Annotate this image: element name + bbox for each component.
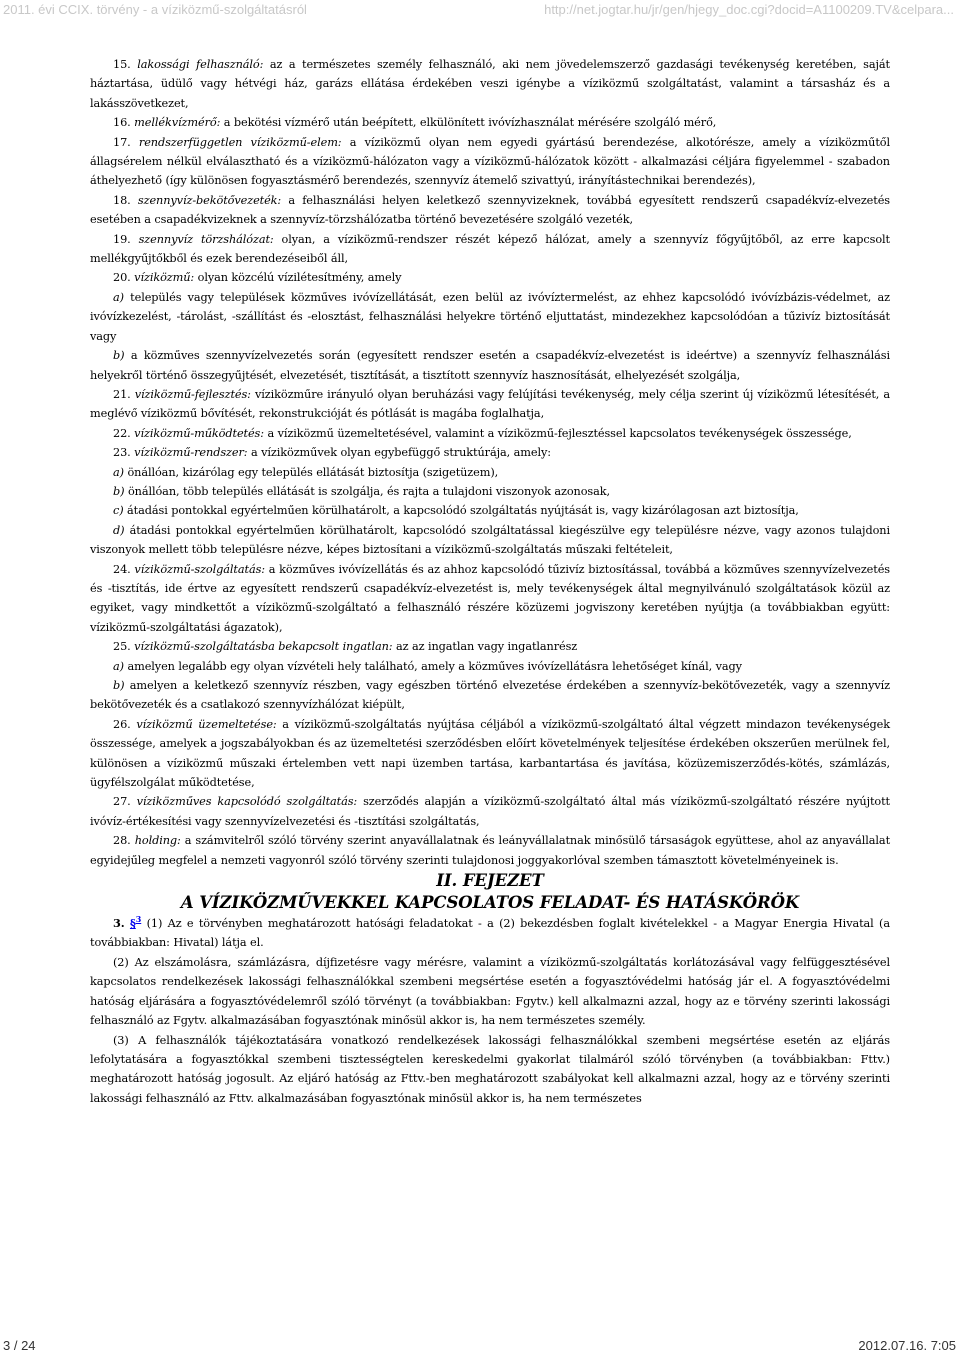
point-text: település vagy települések közműves ivóvízellátását, ezen belül az ivóvíztermelést, az ehhez kapcsolódó ivóvízbázis-védelmet, az ivóvízkezelést, -tárolást, -szállítást és -elosztást, felhasználási helyekre történő eljuttatást, mindezekhez kapcsolódóan a tűzivíz biztosítását vagy: [90, 290, 890, 343]
section-number: 3.: [113, 916, 125, 931]
section-text: (1) Az e törvényben meghatározott hatósági feladatokat - a (2) bekezdésben foglalt kivételekkel - a Magyar Energia Hivatal (a továbbiakban: Hivatal) látja el.: [90, 917, 890, 950]
definition-term: rendszerfüggetlen víziközmű-elem:: [138, 135, 342, 149]
definition-23-b: [90, 482, 890, 501]
definition-21: [90, 385, 890, 424]
definition-20: [90, 268, 890, 287]
point-text: a közműves szennyvízelvezetés során (egyesített rendszer esetén a csapadékvíz-elvezetést is ideértve) a szennyvíz felhasználási helyekről történő összegyűjtését, elvezetését, tisztítását, a tisztított szennyvíz hasznosítását, elhelyezését szolgálja,: [90, 349, 890, 382]
definition-term: szennyvíz-bekötővezeték:: [137, 193, 282, 207]
chapter-number: II. FEJEZET: [436, 871, 544, 891]
definition-text: víziközműre irányuló olyan beruházási vagy felújítási tevékenység, mely célja szerint új víziközmű létesítését, a meglévő víziközmű bővítését, rekonstrukcióját és pótlását is magába foglalhatja,: [90, 387, 890, 421]
section-3-paragraph-3: (3) A felhasználók tájékoztatására vonatkozó rendelkezések lakossági felhasználókkal szembeni megsértése esetén az eljárás lefolytatására a fogyasztókkal szembeni tisztességtelen kereskedelmi gyakorlat tilalmáról szóló törvényben (a továbbiakban: Fttv.) meghatározott hatóság jogosult. Az eljáró hatóság az Fttv.-ben meghatározott szabályokat kell alkalmazni azzal, hogy az e törvény szerinti lakossági felhasználó az Fttv. alkalmazásában fogyasztónak minősül akkor is, ha nem természetes: [90, 1033, 890, 1105]
definition-number: 15.: [113, 58, 131, 71]
point-letter: c): [113, 504, 124, 518]
definition-25: [90, 637, 890, 656]
point-text: önállóan, kizárólag egy település ellátását biztosítja (szigetüzem),: [123, 465, 499, 479]
definition-text: a víziközmű üzemeltetésével, valamint a víziközmű-fejlesztéssel kapcsolatos tevékenységek összessége,: [263, 426, 852, 440]
definition-16: [90, 113, 890, 132]
definition-24: [90, 560, 890, 638]
definition-26: [90, 715, 890, 793]
point-letter: b): [113, 349, 125, 363]
definition-number: 26.: [113, 717, 131, 731]
definition-23-d: [90, 521, 890, 560]
definition-22: [90, 424, 890, 443]
point-letter: a): [113, 659, 124, 673]
definition-text: a bekötési vízmérő után beépített, elkülönített ivóvízhasználat mérésére szolgáló mérő,: [220, 116, 717, 130]
definition-text: a víziközművek olyan egybefüggő struktúrája, amely:: [247, 446, 551, 460]
definition-text: a víziközmű olyan nem egyedi gyártású berendezése, alkotórésze, amely a víziközműtől állagsérelem nélkül elválasztható és a víziközmű-hálózaton vagy a víziközmű-hálózatok között - alkalmazási céljára figyelemmel - szabadon áthelyezhető (így különösen fogyasztásmérő berendezés, szennyvíz átemelő szivattyú, irányítástechnikai berendezés),: [90, 135, 891, 188]
definition-text: a közműves ivóvízellátás és az ahhoz kapcsolódó tűzivíz biztosítással, továbbá a közműves szennyvízelvezetés és -tisztítás, ide értve az egyesített rendszerű csapadékvíz-elvezetést is, mely tevékenységek által megnyilvánuló szolgáltatások közül az egyiket, vagy mindkettőt a víziközmű-szolgáltató a felhasználó részére közüzemi jogviszony keretében nyújtja (a továbbiakban együtt: víziközmű-szolgáltatási ágazatok),: [90, 562, 890, 634]
point-text: átadási pontokkal egyértelműen körülhatárolt, a kapcsolódó szolgáltatás nyújtását is, vagy kizárólagosan azt biztosítja,: [123, 504, 799, 518]
point-text: amelyen legalább egy olyan vízvételi hely található, amely a közműves ivóvízellátásra lehetőséget kínál, vagy: [123, 659, 742, 673]
definition-number: 19.: [113, 232, 131, 246]
page-number: 3 / 24: [3, 1338, 36, 1353]
definition-text: a számvitelről szóló törvény szerint anyavállalatnak és leányvállalatnak minősülő társaságok együttese, ahol az anyavállalat egyidejűleg megfelel a nemzeti vagyonról szóló törvény szerinti tulajdonosi joggyakorlóval szemben támasztott követelményeinek is.: [90, 834, 891, 867]
definition-term: víziközműves kapcsolódó szolgáltatás:: [136, 795, 358, 809]
definition-25-b: [90, 676, 890, 715]
point-text: önállóan, több település ellátását is szolgálja, és rajta a tulajdoni viszonyok azonosak,: [124, 484, 610, 498]
print-datetime: 2012.07.16. 7:05: [858, 1338, 956, 1353]
definition-term: víziközmű-szolgáltatásba bekapcsolt ingatlan:: [134, 640, 393, 654]
point-letter: a): [113, 465, 124, 479]
definition-text: a felhasználási helyen keletkező szennyvizeknek, továbbá egyesített rendszerű csapadékvíz-elvezetés esetében a csapadékvizeknek a szennyvíz-törzshálózatba történő bevezetésére szolgáló vezeték,: [90, 193, 890, 227]
definition-number: 25.: [113, 640, 131, 654]
definition-number: 28.: [113, 834, 131, 848]
definition-term: víziközmű-működtetés:: [134, 426, 264, 440]
definition-17: [90, 133, 890, 191]
document-body: [90, 55, 890, 1108]
definition-number: 16.: [113, 116, 131, 130]
definition-term: lakossági felhasználó:: [137, 58, 264, 71]
definition-term: víziközmű:: [134, 271, 195, 285]
definition-text: az az ingatlan vagy ingatlanrész: [392, 640, 578, 654]
print-header: [0, 0, 960, 22]
point-letter: d): [113, 523, 125, 537]
definition-text: szerződés alapján a víziközmű-szolgáltató által más víziközmű-szolgáltató részére nyújtott ivóvíz-értékesítési vagy szennyvízelvezetési és -tisztítási szolgáltatás,: [90, 795, 891, 828]
point-text: amelyen a keletkező szennyvíz részben, vagy egészben történő elvezetése érdekében a szennyvíz-bekötővezeték, vagy a szennyvíz bekötővezeték és a csatlakozó szennyvízhálózat kiépült,: [90, 679, 890, 712]
definition-number: 18.: [113, 193, 131, 207]
definition-number: 23.: [113, 446, 131, 460]
section-3-paragraph-1: [90, 914, 890, 953]
point-letter: b): [113, 484, 125, 498]
definition-term: mellékvízmérő:: [134, 116, 221, 130]
definition-20-b: [90, 346, 890, 385]
definition-number: 22.: [113, 426, 131, 440]
definition-23-a: [90, 463, 890, 482]
definition-number: 24.: [113, 562, 131, 576]
definition-18: [90, 191, 890, 230]
definition-20-a: [90, 288, 890, 346]
section-sign-link[interactable]: §: [129, 916, 136, 931]
definition-text: az a természetes személy felhasználó, aki nem jövedelemszerző gazdasági tevékenység keretében, saját háztartása, üdülő vagy hétvégi ház, garázs ellátása érdekében veszi igénybe a víziközmű szolgáltatást, valamint a társasház és a lakásszövetkezet,: [90, 58, 890, 110]
definition-number: 27.: [113, 795, 131, 809]
print-footer: [0, 1338, 960, 1357]
section-3-paragraph-2: (2) Az elszámolásra, számlázásra, díjfizetésre vagy mérésre, valamint a víziközmű-szolgáltatás korlátozásával vagy felfüggesztésével kapcsolatos rendelkezések lakossági felhasználókkal szembeni megsértése esetén a fogyasztóvédelmi hatóság jár el. A fogyasztóvédelmi hatóság eljárására a fogyasztóvédelemről szóló törvényt (a továbbiakban: Fgytv.) kell alkalmazni azzal, hogy az e törvény szerinti lakossági felhasználó az Fgytv. alkalmazásában fogyasztónak minősül akkor is, ha nem természetes személy.: [90, 955, 890, 1028]
definition-23: [90, 443, 890, 462]
definition-19: [90, 230, 890, 269]
document-url: http://net.jogtar.hu/jr/gen/hjegy_doc.cgi?docid=A1100209.TV&celpara...: [544, 2, 954, 17]
footnote-link[interactable]: 3: [135, 914, 142, 925]
definition-term: víziközmű-rendszer:: [134, 446, 248, 460]
definition-number: 17.: [113, 135, 131, 149]
definition-number: 21.: [113, 387, 131, 401]
definition-term: víziközmű-szolgáltatás:: [134, 562, 265, 576]
chapter-title: A VÍZIKÖZMŰVEKKEL KAPCSOLATOS FELADAT- ÉS HATÁSKÖRÖK: [180, 893, 800, 913]
definition-term: holding:: [134, 834, 181, 848]
definition-number: 20.: [113, 271, 131, 285]
point-letter: a): [113, 290, 124, 304]
point-text: átadási pontokkal egyértelműen körülhatárolt, kapcsolódó szolgáltatással kiegészülve egy településre nézve, vagy azonos tulajdoni viszonyok mellett több településre nézve, képes biztosítani a víziközmű-szolgáltatás műszaki feltételeit,: [90, 523, 890, 557]
definition-text: olyan, a víziközmű-rendszer részét képező hálózat, amely a szennyvíz főgyűjtőből, az erre kapcsolt mellékgyűjtőkből és ezek berendezéseiből áll,: [90, 232, 890, 266]
document-title: 2011. évi CCIX. törvény - a víziközmű-szolgáltatásról: [3, 2, 307, 17]
definition-27: [90, 792, 890, 831]
definition-28: [90, 831, 890, 870]
definition-term: szennyvíz törzshálózat:: [138, 232, 274, 246]
definition-text: olyan közcélú vízilétesítmény, amely: [194, 271, 402, 285]
definition-term: víziközmű-fejlesztés:: [134, 387, 251, 401]
definition-15: [90, 55, 890, 113]
definition-term: víziközmű üzemeltetése:: [136, 717, 277, 731]
definition-text: a víziközmű-szolgáltatás nyújtása céljából a víziközmű-szolgáltató által végzett mindazon tevékenységek összessége, amelyek a jogszabályokban és az üzemeltetési szerződésben előírt követelmények teljesítése érdekében okszerűen merülnek fel, különösen a víziközmű műszaki értelemben vett napi üzemben tartása, karbantartása és javítása, közüzemiszerződés-kötés, számlázás, ügyfélszolgálat működtetése,: [90, 717, 891, 790]
definition-25-a: [90, 657, 890, 676]
point-letter: b): [113, 679, 125, 692]
definition-23-c: [90, 501, 890, 520]
